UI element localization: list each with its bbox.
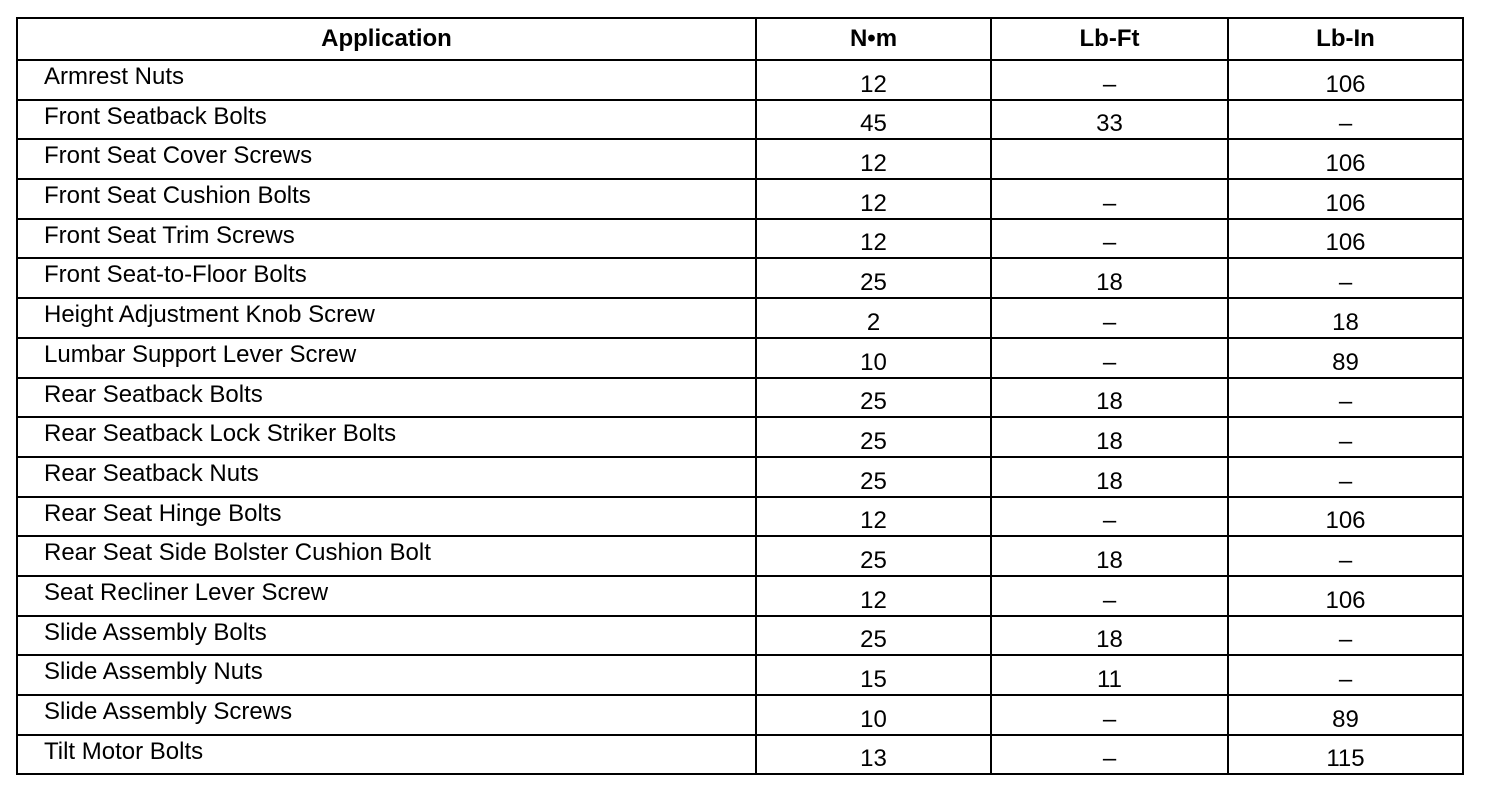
cell-lbin: – bbox=[1228, 536, 1463, 576]
cell-lbft: 33 bbox=[991, 100, 1228, 140]
cell-lbft: 18 bbox=[991, 457, 1228, 497]
cell-lbft: – bbox=[991, 179, 1228, 219]
cell-nm: 25 bbox=[756, 417, 991, 457]
cell-lbft: – bbox=[991, 735, 1228, 775]
cell-lbin: – bbox=[1228, 100, 1463, 140]
cell-lbft: 18 bbox=[991, 616, 1228, 656]
cell-application: Rear Seat Hinge Bolts bbox=[17, 497, 756, 537]
cell-lbin: – bbox=[1228, 616, 1463, 656]
table-row bbox=[17, 497, 1463, 537]
table-row bbox=[17, 695, 1463, 735]
cell-lbin: – bbox=[1228, 457, 1463, 497]
cell-lbin: – bbox=[1228, 655, 1463, 695]
header-nm: N•m bbox=[756, 18, 991, 60]
cell-nm: 12 bbox=[756, 60, 991, 100]
cell-lbft: 18 bbox=[991, 258, 1228, 298]
header-lbft: Lb-Ft bbox=[991, 18, 1228, 60]
cell-lbin: 18 bbox=[1228, 298, 1463, 338]
cell-lbft: – bbox=[991, 497, 1228, 537]
cell-lbin: 106 bbox=[1228, 219, 1463, 259]
table-row bbox=[17, 298, 1463, 338]
table-row bbox=[17, 457, 1463, 497]
cell-lbft: – bbox=[991, 338, 1228, 378]
cell-application: Armrest Nuts bbox=[17, 60, 756, 100]
cell-lbft: – bbox=[991, 695, 1228, 735]
cell-nm: 10 bbox=[756, 695, 991, 735]
cell-lbft: 11 bbox=[991, 655, 1228, 695]
cell-application: Slide Assembly Screws bbox=[17, 695, 756, 735]
cell-application: Front Seat Cushion Bolts bbox=[17, 179, 756, 219]
cell-nm: 2 bbox=[756, 298, 991, 338]
cell-lbin: 89 bbox=[1228, 695, 1463, 735]
table-row bbox=[17, 536, 1463, 576]
cell-lbft: – bbox=[991, 298, 1228, 338]
cell-nm: 13 bbox=[756, 735, 991, 775]
cell-nm: 10 bbox=[756, 338, 991, 378]
cell-application: Front Seat Trim Screws bbox=[17, 219, 756, 259]
table-row bbox=[17, 378, 1463, 418]
table-row bbox=[17, 655, 1463, 695]
cell-nm: 12 bbox=[756, 497, 991, 537]
cell-nm: 12 bbox=[756, 139, 991, 179]
cell-lbin: 89 bbox=[1228, 338, 1463, 378]
cell-lbin: – bbox=[1228, 417, 1463, 457]
table-row bbox=[17, 60, 1463, 100]
cell-lbin: 106 bbox=[1228, 576, 1463, 616]
cell-application: Rear Seatback Nuts bbox=[17, 457, 756, 497]
cell-lbin: 106 bbox=[1228, 60, 1463, 100]
cell-application: Front Seatback Bolts bbox=[17, 100, 756, 140]
cell-application: Tilt Motor Bolts bbox=[17, 735, 756, 775]
table-row bbox=[17, 258, 1463, 298]
table-row bbox=[17, 179, 1463, 219]
table-row bbox=[17, 616, 1463, 656]
cell-lbft: – bbox=[991, 219, 1228, 259]
cell-lbft: – bbox=[991, 576, 1228, 616]
cell-nm: 12 bbox=[756, 179, 991, 219]
cell-nm: 12 bbox=[756, 219, 991, 259]
cell-nm: 25 bbox=[756, 457, 991, 497]
table-row bbox=[17, 338, 1463, 378]
header-lbin: Lb-In bbox=[1228, 18, 1463, 60]
cell-lbin: – bbox=[1228, 258, 1463, 298]
cell-lbin: 106 bbox=[1228, 497, 1463, 537]
cell-application: Lumbar Support Lever Screw bbox=[17, 338, 756, 378]
cell-application: Rear Seatback Lock Striker Bolts bbox=[17, 417, 756, 457]
cell-nm: 45 bbox=[756, 100, 991, 140]
cell-application: Front Seat Cover Screws bbox=[17, 139, 756, 179]
table-row bbox=[17, 100, 1463, 140]
cell-nm: 25 bbox=[756, 536, 991, 576]
table-row bbox=[17, 735, 1463, 775]
cell-lbin: 106 bbox=[1228, 139, 1463, 179]
cell-application: Slide Assembly Bolts bbox=[17, 616, 756, 656]
cell-application: Rear Seat Side Bolster Cushion Bolt bbox=[17, 536, 756, 576]
cell-lbft: 18 bbox=[991, 536, 1228, 576]
cell-lbin: – bbox=[1228, 378, 1463, 418]
header-application: Application bbox=[17, 18, 756, 60]
table-row bbox=[17, 576, 1463, 616]
cell-application: Front Seat-to-Floor Bolts bbox=[17, 258, 756, 298]
cell-lbft: – bbox=[991, 60, 1228, 100]
cell-nm: 25 bbox=[756, 258, 991, 298]
cell-lbft: 18 bbox=[991, 417, 1228, 457]
cell-lbft bbox=[991, 139, 1228, 179]
table-row bbox=[17, 219, 1463, 259]
cell-application: Height Adjustment Knob Screw bbox=[17, 298, 756, 338]
table-row bbox=[17, 139, 1463, 179]
cell-lbin: 115 bbox=[1228, 735, 1463, 775]
cell-nm: 12 bbox=[756, 576, 991, 616]
cell-lbin: 106 bbox=[1228, 179, 1463, 219]
cell-lbft: 18 bbox=[991, 378, 1228, 418]
table-row bbox=[17, 417, 1463, 457]
cell-nm: 25 bbox=[756, 616, 991, 656]
cell-application: Rear Seatback Bolts bbox=[17, 378, 756, 418]
header-row bbox=[17, 18, 1463, 60]
cell-application: Seat Recliner Lever Screw bbox=[17, 576, 756, 616]
fastener-torque-table bbox=[16, 17, 1464, 775]
cell-nm: 25 bbox=[756, 378, 991, 418]
cell-nm: 15 bbox=[756, 655, 991, 695]
cell-application: Slide Assembly Nuts bbox=[17, 655, 756, 695]
